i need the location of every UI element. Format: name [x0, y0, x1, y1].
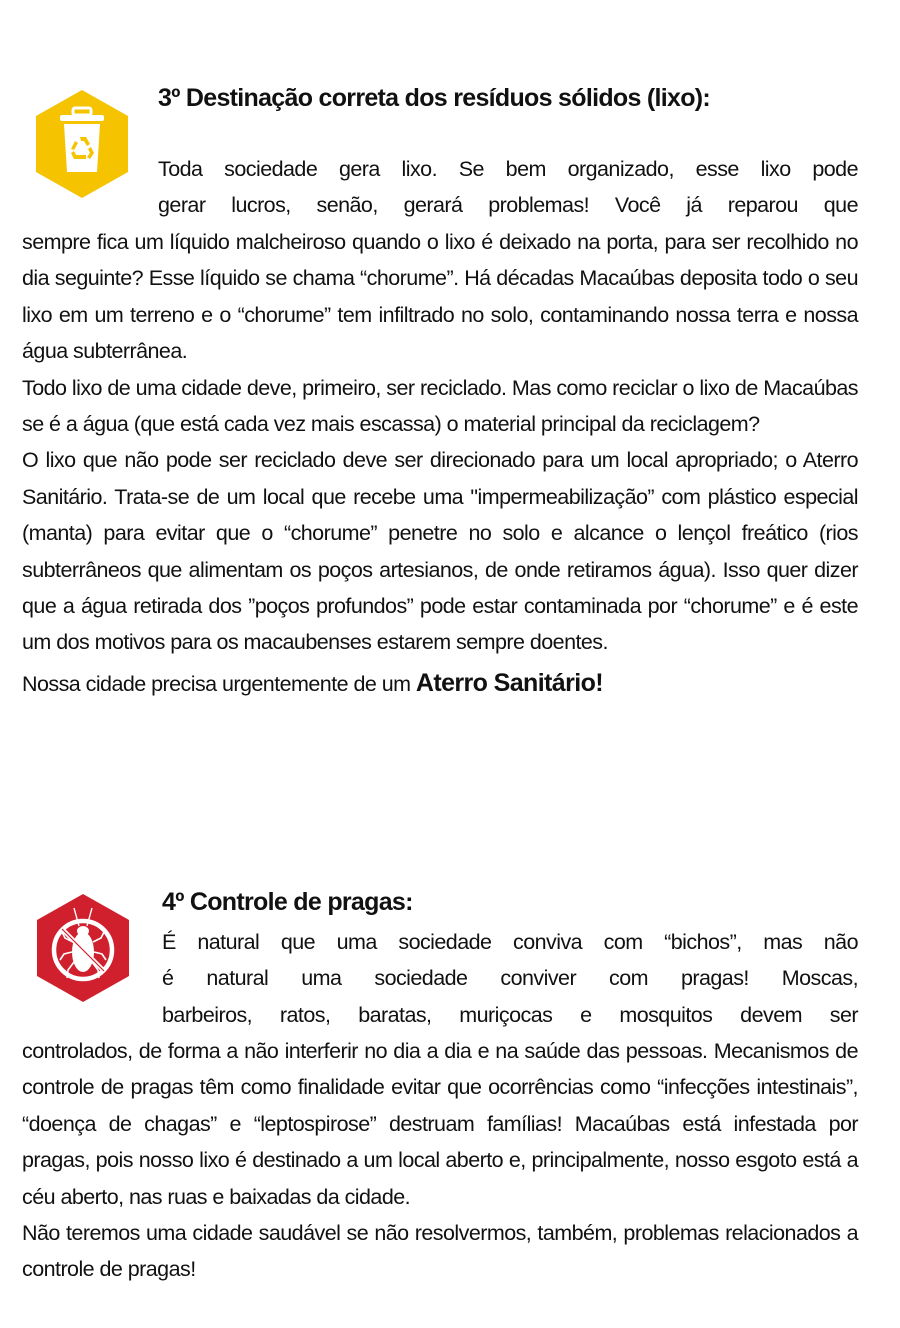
recycle-trash-bin-icon — [33, 88, 131, 200]
intro-line: barbeiros, ratos, baratas, muriçocas e mosquitos devem ser — [162, 1002, 858, 1027]
section-4-body — [22, 1033, 858, 1288]
section-4-paragraph-1: controlados, de forma a não interferir no dia a dia e na saúde das pessoas. Mecanismos de controle de pragas têm como finalidade evitar que ocorrências como “infecções intestinais”, “doença de chagas” e “leptospirose” destruam famílias! Macaúbas está infestada por pragas, pois nosso lixo é destinado a um local aberto e, principalmente, nosso esgoto está a céu aberto, nas ruas e baixadas da cidade. — [22, 1039, 858, 1209]
section-3-title: 3º Destinação correta dos resíduos sólidos (lixo): — [158, 84, 711, 112]
intro-line: é natural uma sociedade conviver com pragas! Moscas, — [162, 966, 858, 991]
no-cockroach-icon — [34, 892, 132, 1004]
section-3-paragraph-3: O lixo que não pode ser reciclado deve ser direcionado para um local apropriado; o Aterro Sanitário. Trata-se de um local que recebe uma "impermeabilização” com plástico especial (manta) para evitar que o “chorume” penetre no solo e alcance o lençol freático (rios subterrâneos que alimentam os poços artesianos, de onde retiramos água). Isso quer dizer que a água retirada dos ”poços profundos” pode estar contaminada por “chorume” e é este um dos motivos para os macaubenses estarem sempre doentes. — [22, 448, 858, 655]
section-4-paragraph-2: Não teremos uma cidade saudável se não resolvermos, também, problemas relacionados a controle de pragas! — [22, 1221, 858, 1282]
section-3-paragraph-2: Todo lixo de uma cidade deve, primeiro, ser reciclado. Mas como reciclar o lixo de Macaúbas se é a água (que está cada vez mais escassa) o material principal da reciclagem? — [22, 375, 858, 437]
intro-line: gerar lucros, senão, gerará problemas! Você já reparou que — [158, 193, 858, 218]
closing-emphasis: Aterro Sanitário! — [415, 668, 603, 697]
section-3-intro — [158, 151, 858, 224]
intro-line: Toda sociedade gera lixo. Se bem organizado, esse lixo pode — [158, 157, 858, 181]
section-3-paragraph-1: sempre fica um líquido malcheiroso quando o lixo é deixado na porta, para ser recolhido no dia seguinte? Esse líquido se chama “chorume”. Há décadas Macaúbas deposita todo o seu lixo em um terreno e o “chorume” tem infiltrado no solo, contaminando nossa terra e nossa água subterrânea. — [22, 230, 858, 364]
section-3-closing — [22, 665, 858, 702]
closing-text: Nossa cidade precisa urgentemente de um — [22, 671, 416, 696]
section-4-title: 4º Controle de pragas: — [162, 888, 413, 916]
section-4-intro — [162, 924, 858, 1033]
section-3-body — [22, 224, 858, 702]
intro-line: É natural que uma sociedade conviva com “bichos”, mas não — [162, 930, 858, 954]
